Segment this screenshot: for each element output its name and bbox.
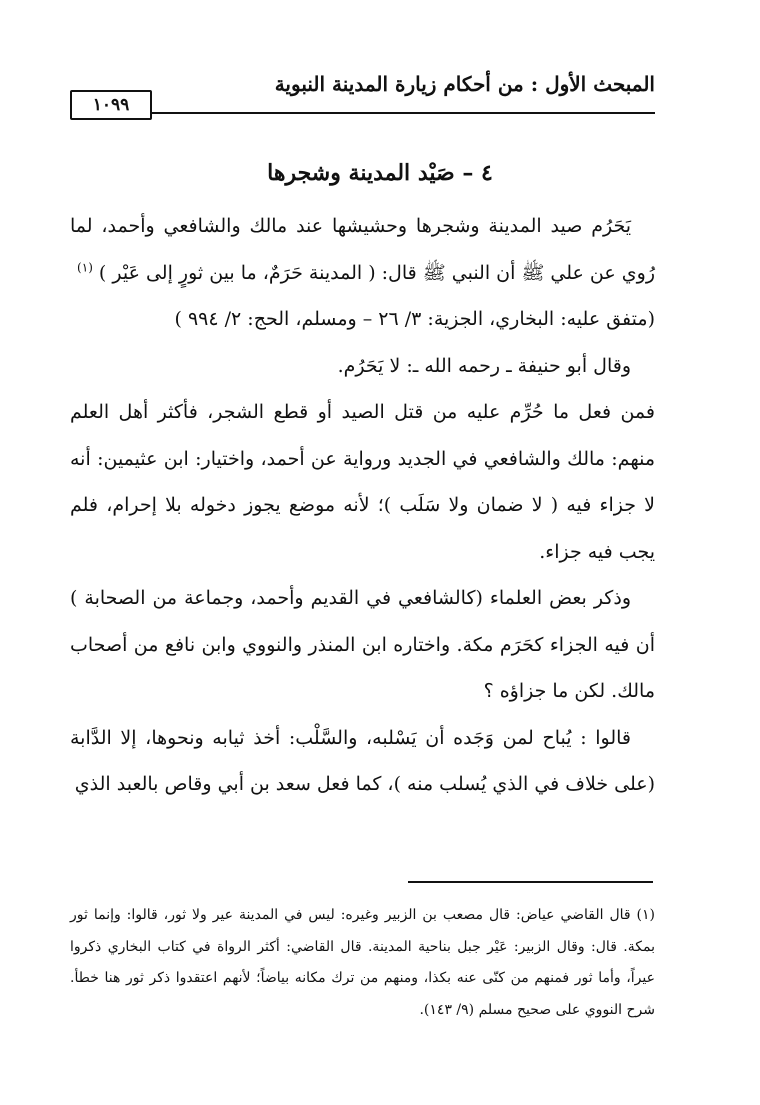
footnote-reference: (١)	[77, 260, 93, 275]
paragraph-1: يَحَرُم صيد المدينة وشجرها وحشيشها عند مالك والشافعي وأحمد، لما رُوي عن علي ﷺ أن النبي ﷺ قال: ( المدينة حَرَمٌ، ما بين ثورٍ إلى عَيْر ) $^{(١)}$	[70, 215, 655, 284]
page-number: ١٠٩٩	[70, 90, 152, 120]
paragraph-5: وذكر بعض العلماء (كالشافعي في القديم وأحمد، وجماعة من الصحابة ) أن فيه الجزاء كحَرَم مكة. واختاره ابن المنذر والنووي وابن نافع من أصحاب مالك. لكن ما جزاؤه ؟	[70, 587, 655, 702]
paragraph-3: وقال أبو حنيفة ـ رحمه الله ـ: لا يَحَرُم.	[337, 354, 631, 377]
body-text	[70, 203, 655, 808]
chapter-title: المبحث الأول : من أحكام زيارة المدينة النبوية	[274, 72, 655, 96]
paragraph-2: (متفق عليه: البخاري، الجزية: ٣/ ٢٦ – ومسلم، الحج: ٢/ ٩٩٤ )	[174, 308, 655, 330]
paragraph-4: فمن فعل ما حُرِّم عليه من قتل الصيد أو قطع الشجر، فأكثر أهل العلم منهم: مالك والشافعي في الجديد ورواية عن أحمد، واختيار: ابن عثيمين: أنه لا جزاء فيه ( لا ضمان ولا سَلَب )؛ لأنه موضع يجوز دخوله بلا إحرام، فلم يجب فيه جزاء.	[70, 401, 655, 563]
section-heading: ٤ – صَيْد المدينة وشجرها	[267, 160, 493, 186]
paragraph-6: قالوا : يُباح لمن وَجَده أن يَسْلبه، والسَّلْب: أخذ ثيابه ونحوها، إلا الدَّابة (على خلاف في الذي يُسلب منه )، كما فعل سعد بن أبي وقاص بالعبد الذي	[70, 726, 655, 795]
footnote-1: (١) قال القاضي عياض: قال مصعب بن الزبير وغيره: ليس في المدينة عير ولا ثور، قالوا: وإنما ثور بمكة. قال: وقال الزبير: عَيْر جبل بناحية المدينة. قال القاضي: أكثر الرواة في كتاب البخاري ذكروا عيراً، وأما ثور فمنهم من كنّى عنه بكذا، ومنهم من ترك مكانه بياضاً؛ لأنهم اعتقدوا ذكر ثور هنا خطأ. شرح النووي على صحيح مسلم (٩/ ١٤٣).	[70, 907, 655, 1018]
footnotes	[70, 900, 655, 1026]
running-header	[70, 72, 655, 115]
footnote-divider	[408, 881, 653, 883]
header-divider	[150, 112, 655, 114]
